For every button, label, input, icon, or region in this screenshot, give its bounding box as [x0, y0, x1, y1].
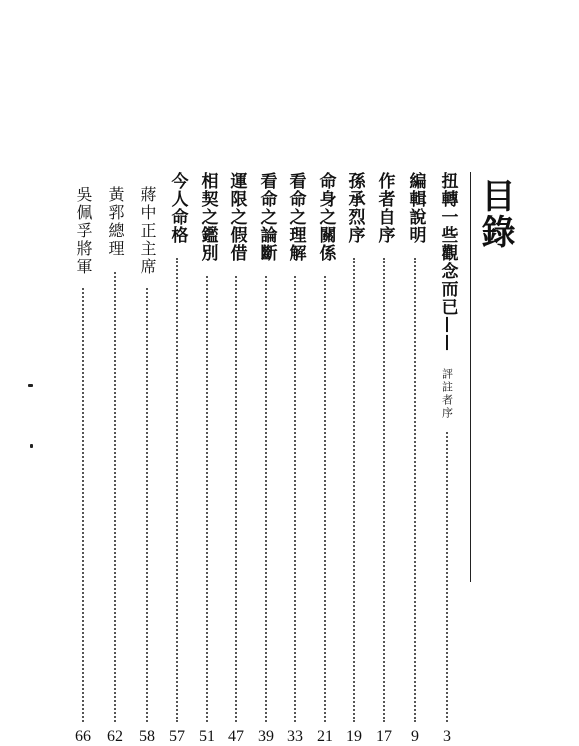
toc-leader	[324, 276, 326, 722]
toc-entry-page: 58	[139, 728, 155, 745]
toc-entry-page: 3	[443, 728, 451, 745]
toc-entry[interactable]	[133, 172, 161, 745]
toc-entry-title: 黃郛總理	[106, 186, 125, 258]
toc-entry-page: 9	[411, 728, 419, 745]
toc-leader	[114, 272, 116, 722]
toc-leader	[265, 276, 267, 722]
toc-entry-title: 編輯說明	[405, 172, 426, 244]
toc-entry-page: 21	[317, 728, 333, 745]
toc-entry-title: 相契之鑑別	[197, 172, 218, 262]
toc-entry-title: 扭轉一些觀念而已——	[437, 172, 458, 352]
toc-entry-note: 評註者序	[440, 368, 454, 420]
toc-entry-page: 33	[287, 728, 303, 745]
toc-leader	[235, 276, 237, 722]
toc-leader	[353, 258, 355, 722]
toc-entry-title: 看命之論斷	[256, 172, 277, 262]
scan-speck	[30, 444, 33, 448]
toc-entry[interactable]	[193, 172, 221, 745]
toc-entry-title: 運限之假借	[226, 172, 247, 262]
toc-entry-title: 孫承烈序	[344, 172, 365, 244]
scan-speck	[28, 384, 33, 387]
toc-entry-page: 51	[199, 728, 215, 745]
toc-entry[interactable]	[370, 172, 398, 745]
toc-leader	[82, 288, 84, 722]
toc-entry-title: 蔣中正主席	[138, 186, 157, 276]
toc-leader	[176, 258, 178, 722]
toc-entry-title: 吳佩孚將軍	[74, 186, 93, 276]
toc-entry[interactable]	[340, 172, 368, 745]
toc-entry-title: 看命之理解	[285, 172, 306, 262]
toc-leader	[206, 276, 208, 722]
toc-leader	[414, 258, 416, 722]
toc-entry-page: 39	[258, 728, 274, 745]
toc-leader	[383, 258, 385, 722]
toc-entry-page: 17	[376, 728, 392, 745]
toc-heading: 目錄	[475, 178, 515, 250]
toc-entry-page: 66	[75, 728, 91, 745]
toc-entry-page: 62	[107, 728, 123, 745]
toc-entry-page: 47	[228, 728, 244, 745]
toc-entry-page: 57	[169, 728, 185, 745]
toc-leader	[146, 288, 148, 722]
toc-entry[interactable]	[222, 172, 250, 745]
toc-entry[interactable]	[401, 172, 429, 745]
toc-entry[interactable]	[101, 172, 129, 745]
toc-entry-title: 今人命格	[167, 172, 188, 244]
toc-entry-page: 19	[346, 728, 362, 745]
toc-entry[interactable]	[281, 172, 309, 745]
heading-divider	[470, 172, 471, 582]
toc-entry-title: 作者自序	[374, 172, 395, 244]
toc-entry[interactable]	[163, 172, 191, 745]
toc-entry-title: 命身之關係	[315, 172, 336, 262]
toc-entry[interactable]	[433, 172, 461, 745]
toc-entry[interactable]	[69, 172, 97, 745]
toc-entry[interactable]	[252, 172, 280, 745]
toc-leader	[294, 276, 296, 722]
toc-entry[interactable]	[311, 172, 339, 745]
toc-leader	[446, 432, 448, 722]
